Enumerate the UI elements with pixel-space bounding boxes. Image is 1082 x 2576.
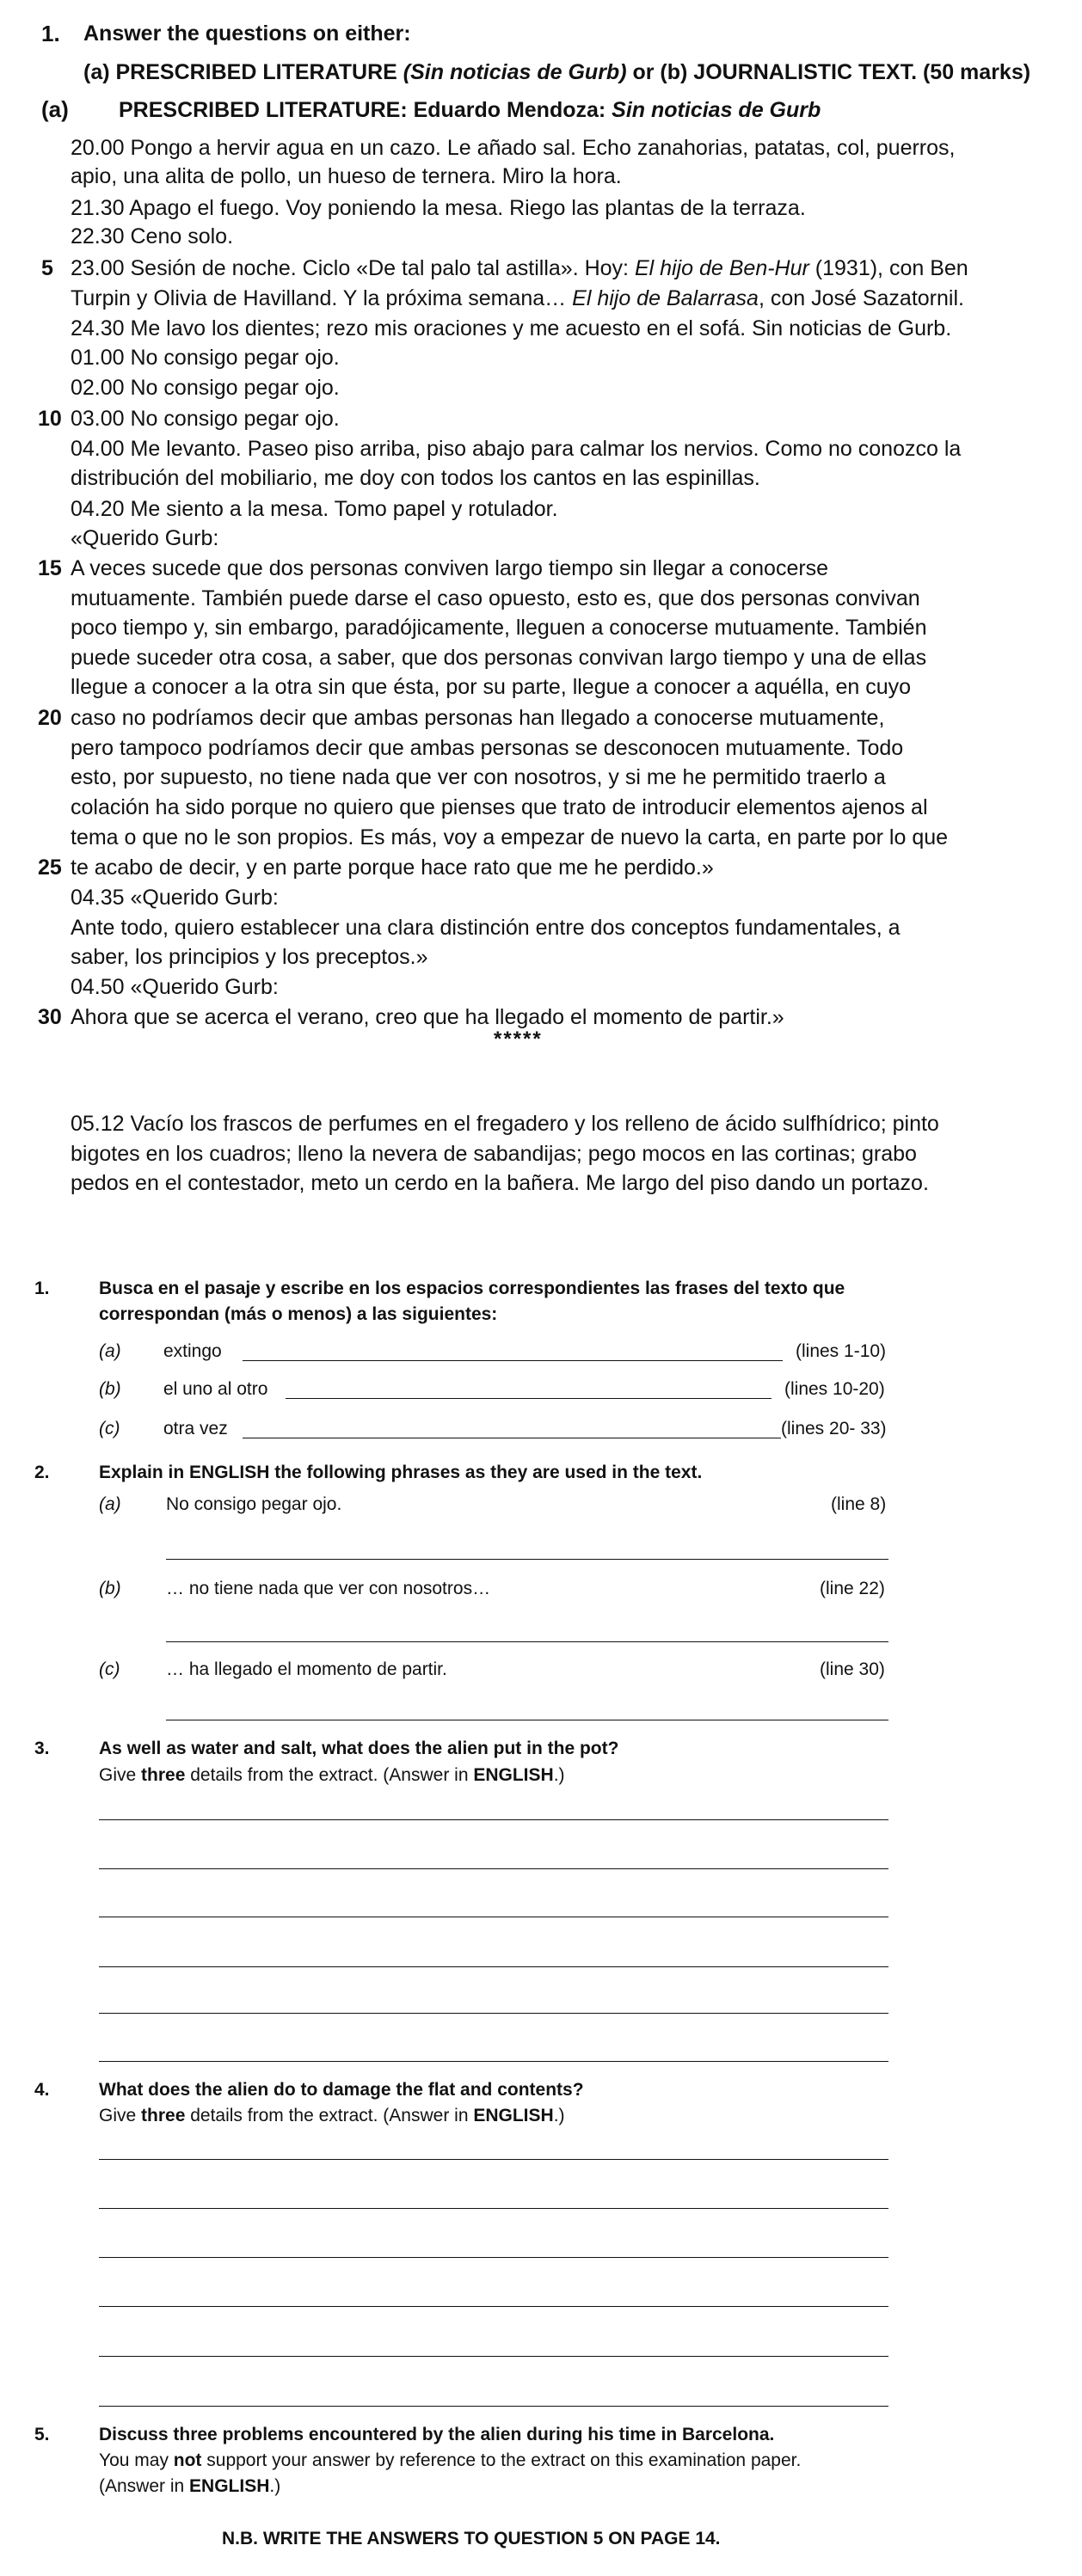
q-text: Busca en el pasaje y escribe en los espacios correspondientes las frases del texto que [99,1279,845,1298]
passage-line: 04.20 Me siento a la mesa. Tomo papel y rotulador. [71,497,558,521]
answer-line[interactable] [99,1819,888,1820]
passage-line: bigotes en los cuadros; lleno la nevera de sabandijas; pego mocos en las cortinas; grabo [71,1142,917,1166]
nota-bene: N.B. WRITE THE ANSWERS TO QUESTION 5 ON PAGE 14. [222,2529,721,2548]
passage-line: 01.00 No consigo pegar ojo. [71,346,340,370]
q-instruction: Give three details from the extract. (Answer in ENGLISH.) [99,1765,565,1785]
q-instruction: You may not support your answer by reference to the extract on this examination paper. [99,2450,802,2470]
passage-line: llegue a conocer a la otra sin que ésta, por su parte, llegue a conocer a aquélla, en cuyo [71,675,912,699]
passage-line: Ahora que se acerca el verano, creo que ha llegado el momento de partir.» [71,1005,784,1029]
line-ref: (line 30) [820,1659,885,1679]
line-number: 15 [38,556,62,580]
question-number: 1. [41,21,60,46]
sub-label: (a) [99,1341,121,1361]
sub-text: … no tiene nada que ver con nosotros… [166,1579,491,1598]
answer-blank[interactable] [286,1398,772,1399]
passage-line: 22.30 Ceno solo. [71,224,234,248]
sub-text: extingo [163,1341,222,1361]
q-text: correspondan (más o menos) a las siguientes: [99,1304,498,1324]
passage-line: 04.00 Me levanto. Paseo piso arriba, piso abajo para calmar los nervios. Como no conozco la [71,437,962,461]
sub-text: … ha llegado el momento de partir. [166,1659,447,1679]
answer-line[interactable] [99,1868,888,1869]
passage-line: pedos en el contestador, meto un cerdo en la bañera. Me largo del piso dando un portazo. [71,1171,929,1195]
q-number: 1. [34,1279,50,1298]
passage-line: 04.50 «Querido Gurb: [71,975,279,999]
passage-line: puede suceder otra cosa, a saber, que dos personas convivan largo tiempo y una de ellas [71,646,927,670]
passage-line: colación ha sido porque no quiero que pienses que trato de introducir elementos ajenos al [71,795,928,819]
q-number: 4. [34,2080,50,2100]
passage-line: 02.00 No consigo pegar ojo. [71,376,340,400]
sub-label: (b) [99,1379,121,1399]
section-divider: ***** [494,1027,543,1051]
q-instruction: (Answer in ENGLISH.) [99,2476,281,2496]
answer-line[interactable] [166,1641,888,1642]
answer-line[interactable] [99,2208,888,2209]
passage-line: pero tampoco podríamos decir que ambas personas se desconocen mutuamente. Todo [71,736,904,760]
answer-line[interactable] [99,1966,888,1967]
passage-line: poco tiempo y, sin embargo, paradójicamente, lleguen a conocerse mutuamente. También [71,616,927,640]
sub-label: (a) [99,1494,121,1514]
passage-line: 04.35 «Querido Gurb: [71,886,279,910]
line-ref: (lines 10-20) [784,1379,885,1399]
sub-text: otra vez [163,1419,228,1438]
options-line: (a) PRESCRIBED LITERATURE (Sin noticias de Gurb) or (b) JOURNALISTIC TEXT. (50 marks) [83,60,1031,84]
answer-line[interactable] [99,2406,888,2407]
line-number: 20 [38,706,62,730]
passage-line: «Querido Gurb: [71,526,219,550]
passage-line: tema o que no le son propios. Es más, voy a empezar de nuevo la carta, en parte por lo que [71,825,949,849]
passage-line: mutuamente. También puede darse el caso opuesto, esto es, que dos personas convivan [71,586,920,610]
line-ref: (line 22) [820,1579,885,1598]
sub-label: (b) [99,1579,121,1598]
passage-line: Turpin y Olivia de Havilland. Y la próxima semana… El hijo de Balarrasa, con José Sazatornil. [71,286,964,310]
section-title: PRESCRIBED LITERATURE: Eduardo Mendoza: Sin noticias de Gurb [119,98,821,122]
line-ref: (lines 1-10) [796,1341,887,1361]
answer-line[interactable] [166,1559,888,1560]
passage-line: esto, por supuesto, no tiene nada que ver con nosotros, y si me he permitido traerlo a [71,765,886,789]
passage-line: apio, una alita de pollo, un hueso de ternera. Miro la hora. [71,164,622,188]
q-text: What does the alien do to damage the flat and contents? [99,2080,584,2100]
sub-text: No consigo pegar ojo. [166,1494,342,1514]
passage-line: 03.00 No consigo pegar ojo. [71,407,340,431]
section-label: (a) [41,96,69,122]
passage-line: A veces sucede que dos personas conviven largo tiempo sin llegar a conocerse [71,556,829,580]
answer-line[interactable] [99,2061,888,2062]
answer-line[interactable] [99,2356,888,2357]
passage-line: 20.00 Pongo a hervir agua en un cazo. Le añado sal. Echo zanahorias, patatas, col, puerros, [71,136,956,160]
q-number: 5. [34,2425,50,2444]
answer-line[interactable] [99,2159,888,2160]
passage-line: Ante todo, quiero establecer una clara distinción entre dos conceptos fundamentales, a [71,916,901,940]
q-number: 3. [34,1739,50,1758]
passage-line: saber, los principios y los preceptos.» [71,945,428,969]
answer-line[interactable] [99,2013,888,2014]
passage-line: distribución del mobiliario, me doy con todos los cantos en las espinillas. [71,466,760,490]
line-number: 5 [41,256,53,280]
line-number: 30 [38,1005,62,1029]
sub-text: el uno al otro [163,1379,268,1399]
q-text: Discuss three problems encountered by the alien during his time in Barcelona. [99,2425,775,2444]
instruction-title: Answer the questions on either: [83,21,411,46]
passage-line: 05.12 Vacío los frascos de perfumes en el fregadero y los relleno de ácido sulfhídrico; pinto [71,1112,939,1136]
answer-line[interactable] [99,2257,888,2258]
passage-line: 21.30 Apago el fuego. Voy poniendo la mesa. Riego las plantas de la terraza. [71,196,806,220]
passage-line: 23.00 Sesión de noche. Ciclo «De tal palo tal astilla». Hoy: El hijo de Ben-Hur (1931), con Ben [71,256,968,280]
answer-line[interactable] [99,2306,888,2307]
line-number: 25 [38,856,62,880]
line-number: 10 [38,407,62,431]
line-ref: (line 8) [831,1494,887,1514]
q-text: Explain in ENGLISH the following phrases as they are used in the text. [99,1463,703,1482]
sub-label: (c) [99,1419,120,1438]
line-ref: (lines 20- 33) [781,1419,887,1438]
passage-line: caso no podríamos decir que ambas personas han llegado a conocerse mutuamente, [71,706,885,730]
answer-blank[interactable] [243,1360,783,1361]
q-instruction: Give three details from the extract. (Answer in ENGLISH.) [99,2106,565,2125]
q-text: As well as water and salt, what does the alien put in the pot? [99,1739,619,1758]
passage-line: 24.30 Me lavo los dientes; rezo mis oraciones y me acuesto en el sofá. Sin noticias de Gurb. [71,316,952,340]
sub-label: (c) [99,1659,120,1679]
passage-line: te acabo de decir, y en parte porque hace rato que me he perdido.» [71,856,714,880]
q-number: 2. [34,1463,50,1482]
